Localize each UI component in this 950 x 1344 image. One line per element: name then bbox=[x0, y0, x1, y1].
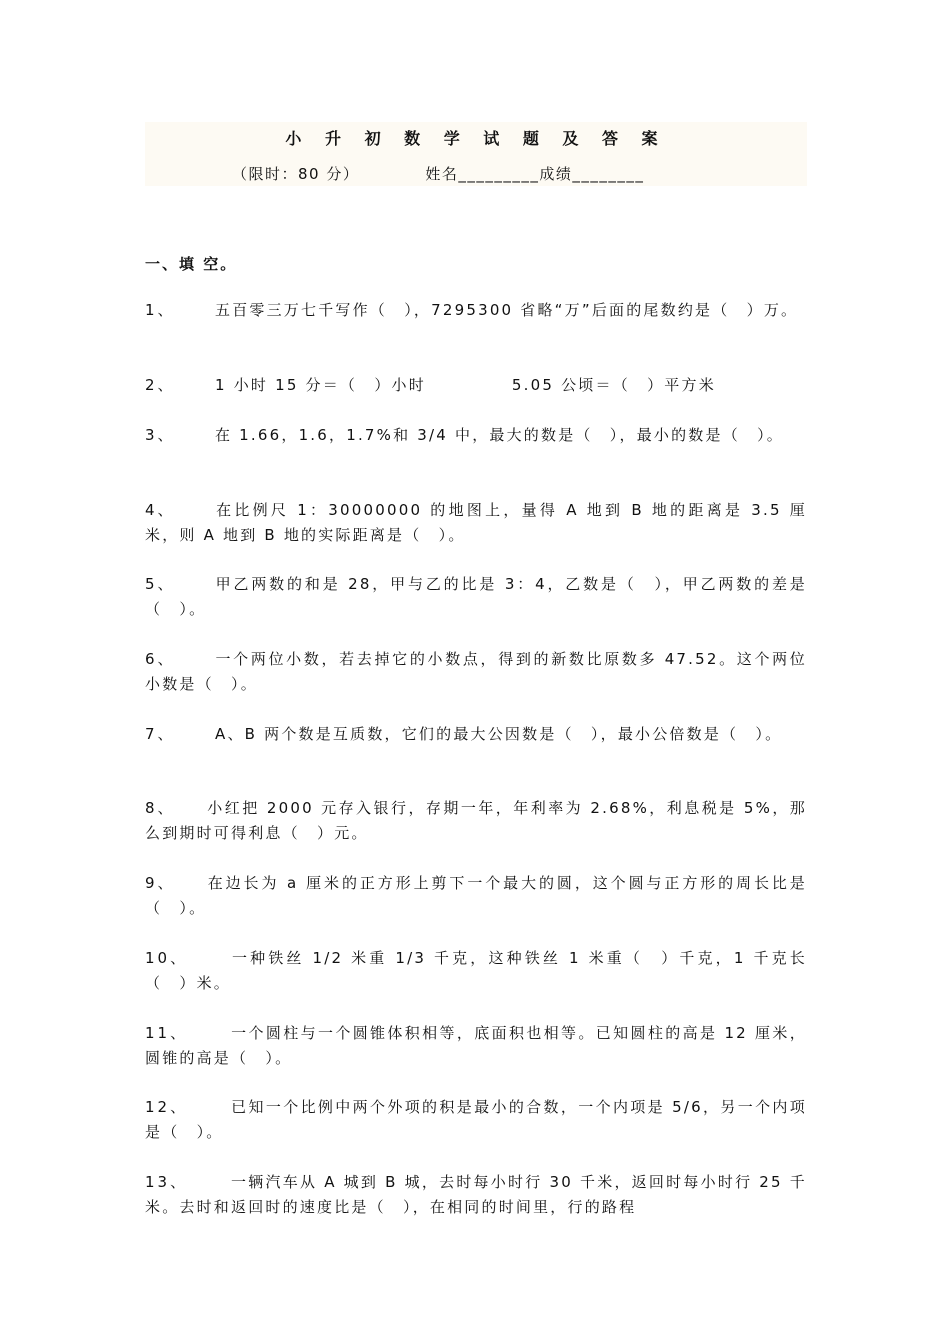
exam-info-line bbox=[232, 163, 832, 184]
question-number: 6、 bbox=[145, 650, 176, 668]
question-11 bbox=[145, 1021, 807, 1071]
question-10 bbox=[145, 946, 807, 996]
time-limit: （限时：80 分） bbox=[232, 165, 360, 183]
question-number: 3、 bbox=[145, 426, 176, 444]
question-3 bbox=[145, 423, 807, 448]
section-title: 一、填 空。 bbox=[145, 255, 238, 273]
question-number: 9、 bbox=[145, 874, 176, 892]
question-5 bbox=[145, 572, 807, 622]
question-number: 1、 bbox=[145, 301, 176, 319]
question-number: 10、 bbox=[145, 949, 189, 967]
question-7 bbox=[145, 722, 807, 747]
name-field: 姓名_________ bbox=[425, 165, 540, 183]
question-12 bbox=[145, 1095, 807, 1145]
question-number: 7、 bbox=[145, 725, 176, 743]
question-number: 5、 bbox=[145, 575, 176, 593]
question-text: A、B 两个数是互质数，它们的最大公因数是（ ），最小公倍数是（ ）。 bbox=[215, 725, 783, 743]
question-text: 五百零三万七千写作（ ），7295300 省略“万”后面的尾数约是（ ）万。 bbox=[215, 301, 799, 319]
question-4 bbox=[145, 498, 807, 548]
question-1 bbox=[145, 298, 807, 323]
question-text: 甲乙两数的和是 28，甲与乙的比是 3：4，乙数是（ ），甲乙两数的差是（ ）。 bbox=[145, 575, 807, 618]
question-6 bbox=[145, 647, 807, 697]
question-text: 一种铁丝 1/2 米重 1/3 千克，这种铁丝 1 米重（ ）千克，1 千克长（ ）米。 bbox=[145, 949, 807, 992]
question-number: 8、 bbox=[145, 799, 176, 817]
question-number: 4、 bbox=[145, 501, 176, 519]
question-text: 在边长为 a 厘米的正方形上剪下一个最大的圆，这个圆与正方形的周长比是（ ）。 bbox=[145, 874, 807, 917]
page-title: 小 升 初 数 学 试 题 及 答 案 bbox=[285, 129, 667, 148]
question-text: 一个圆柱与一个圆锥体积相等，底面积也相等。已知圆柱的高是 12 厘米，圆锥的高是（ ）。 bbox=[145, 1024, 807, 1067]
question-number: 2、 bbox=[145, 376, 176, 394]
question-text: 在 1.66，1.6，1.7%和 3/4 中，最大的数是（ ），最小的数是（ ）。 bbox=[215, 426, 785, 444]
question-text: 一辆汽车从 A 城到 B 城，去时每小时行 30 千米，返回时每小时行 25 千米。去时和返回时的速度比是（ ），在相同的时间里，行的路程 bbox=[145, 1173, 807, 1216]
question-8 bbox=[145, 796, 807, 846]
question-number: 12、 bbox=[145, 1098, 189, 1116]
question-text: 在比例尺 1：30000000 的地图上，量得 A 地到 B 地的距离是 3.5 厘米，则 A 地到 B 地的实际距离是（ ）。 bbox=[145, 501, 807, 544]
question-text: 1 小时 15 分＝（ ）小时 5.05 公顷＝（ ）平方米 bbox=[215, 376, 716, 394]
score-field: 成绩________ bbox=[539, 165, 645, 183]
question-9 bbox=[145, 871, 807, 921]
question-text: 小红把 2000 元存入银行，存期一年，年利率为 2.68%，利息税是 5%，那么到期时可得利息（ ）元。 bbox=[145, 799, 807, 842]
question-number: 13、 bbox=[145, 1173, 189, 1191]
question-text: 已知一个比例中两个外项的积是最小的合数，一个内项是 5/6，另一个内项是（ ）。 bbox=[145, 1098, 807, 1141]
question-number: 11、 bbox=[145, 1024, 189, 1042]
question-13 bbox=[145, 1170, 807, 1220]
question-text: 一个两位小数，若去掉它的小数点，得到的新数比原数多 47.52。这个两位小数是（ ）。 bbox=[145, 650, 807, 693]
question-2 bbox=[145, 373, 807, 398]
